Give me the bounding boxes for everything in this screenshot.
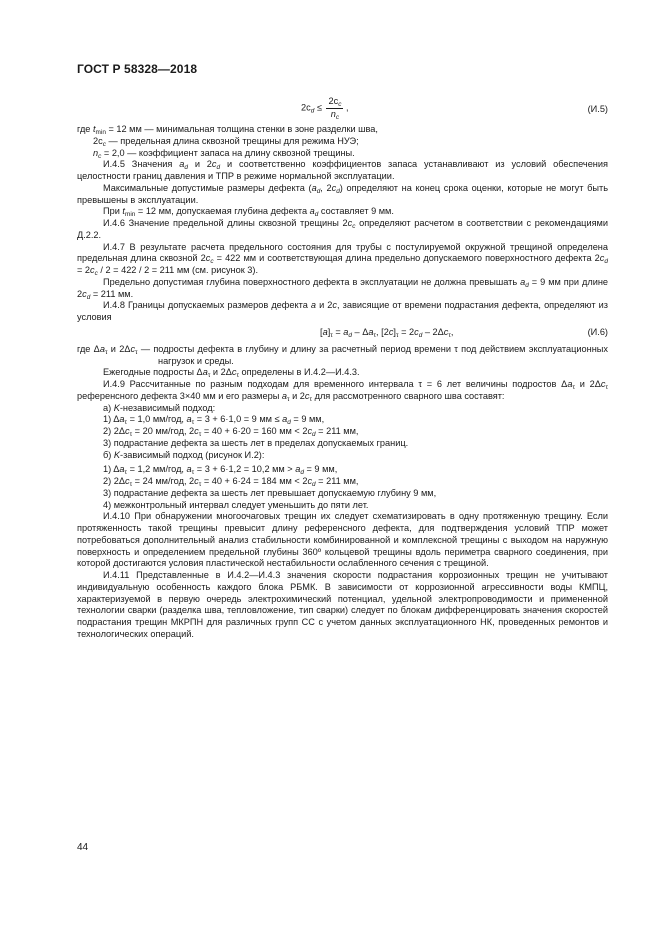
list-item-a2: 2) $2\Delta c_\tau = 20$ мм/год, $2c_\tau = 40 + 6\cdot 20 = 160$ мм < $2c_d = 211$ мм, <box>103 426 359 438</box>
page-number: 44 <box>77 842 89 853</box>
list-item-a3: 3) подрастание дефекта за шесть лет в пределах допускаемых границ. <box>103 437 409 448</box>
equation-number: (И.5) <box>587 104 608 114</box>
paragraph-i-4-8: И.4.8 Границы допускаемых размеров дефекта a и 2c, зависящие от времени подрастания дефекта, определяют из условия <box>77 300 608 322</box>
where-line-nc: $n_c = 2,0$ — коэффициент запаса на длину сквозной трещины. <box>93 147 355 160</box>
document-header: ГОСТ Р 58328—2018 <box>77 62 198 76</box>
formula-i5-expression: $2c_d$ ≤ $\frac{2c_c}{n_c}$ , <box>301 96 349 121</box>
list-item-b1: 1) $\Delta a_\tau = 1,2$ мм/год, $a_\tau = 3 + 6\cdot 1,2 = 10,2$ мм > $a_d = 9$ мм, <box>103 464 338 477</box>
formula-i5 <box>77 94 608 124</box>
paragraph-depth-limit: Предельно допустимая глубина поверхностного дефекта в эксплуатации не должна превышать $a_d = 9$ мм при длине $2c_d = 211$ мм. <box>77 276 609 301</box>
list-heading-a: а) K-независимый подход: <box>103 402 216 413</box>
where-line-increments: где $\Delta a_\tau$ и $2\Delta c_\tau$ — подросты дефекта в глубину и длину за расчетный период времени τ под действием эксплуатационных нагрузок и среды. <box>77 343 608 366</box>
list-item-a1: 1) $\Delta a_\tau = 1,0$ мм/год, $a_\tau = 3 + 6\cdot 1,0 = 9$ мм ≤ $a_d = 9$ мм, <box>103 414 325 427</box>
formula-i6 <box>77 326 608 340</box>
formula-i6-expression: $[a]_\tau = a_d - \Delta a_\tau$, $[2c]_\tau = 2c_d - 2\Delta c_\tau$, <box>320 326 454 339</box>
where-line-2cc: $2c_c$ — предельная длина сквозной трещины для режима НУЭ; <box>93 135 359 148</box>
where-line-tmin: где $t_{min} = 12$ мм — минимальная толщина стенки в зоне разделки шва, <box>77 124 378 136</box>
paragraph-i-4-9: И.4.9 Рассчитанные по разным подходам для временного интервала τ = 6 лет величины подростов $\Delta a_\tau$ и $2\Delta c_\tau$ референсного дефекта 3×40 мм и его размеры $a_\tau$ и $2c_\tau$ для рассмотренного сварного шва составят: <box>77 379 608 403</box>
paragraph-i-4-11: И.4.11 Представленные в И.4.2—И.4.3 значения скорости подрастания коррозионных трещин не учитывают индивидуальную особенность каждого блока РБМК. В зависимости от коррозионной агрессивности воды КМПЦ, характеризуемой в первую очередь электрохимический потенциал, удельной электропроводимости и примененной технологии сварки (разделка шва, тепловложение, тип сварки) следует по блокам дифференцировать значения скоростей подрастания трещин МКРПН для различных групп СС с учетом данных эксплуатационного НК, проведенных ремонтов и технологических операций. <box>77 570 608 639</box>
list-item-b4: 4) межконтрольный интервал следует уменьшить до пяти лет. <box>103 499 369 510</box>
list-item-b3: 3) подрастание дефекта за шесть лет превышает допускаемую глубину 9 мм, <box>103 487 437 498</box>
paragraph-annual-increments: Ежегодные подросты $\Delta a_\tau$ и $2\Delta c_\tau$ определены в И.4.2—И.4.3. <box>103 367 360 380</box>
paragraph-i-4-5: И.4.5 Значения $a_d$ и $2c_d$ и соответственно коэффициентов запаса устанавливают из условий обеспечения целостности границ давления и ТПР в режиме нормальной эксплуатации. <box>77 159 608 181</box>
paragraph-i-4-7: И.4.7 В результате расчета предельного состояния для трубы с постулируемой окружной трещиной определена предельная длина сквозной $2c_c = 422$ мм и соответствующая длина предельно допускаемого поверхностного дефекта $2c_d = 2c_c / 2 = 422 / 2 = 211$ мм (см. рисунок 3). <box>77 241 608 277</box>
document-body <box>77 94 608 641</box>
paragraph-max-sizes: Максимальные допустимые размеры дефекта ($a_d$, $2c_d$) определяют на конец срока оценки, которые не могут быть превышены в эксплуатации. <box>77 182 608 205</box>
list-item-b2: 2) $2\Delta c_\tau = 24$ мм/год, $2c_\tau = 40 + 6\cdot 24 = 184$ мм < $2c_d = 211$ мм, <box>103 476 359 488</box>
list-heading-b: б) K-зависимый подход (рисунок И.2): <box>103 449 265 460</box>
paragraph-with-tmin: При $t_{min} = 12$ мм, допускаемая глубина дефекта $a_d$ составляет 9 мм. <box>103 206 394 219</box>
paragraph-i-4-6: И.4.6 Значение предельной длины сквозной трещины $2c_c$ определяют расчетом в соответствии с рекомендациями Д.2.2. <box>77 218 609 240</box>
paragraph-i-4-10: И.4.10 При обнаружении многоочаговых трещин их следует схематизировать в одну протяженную трещину. Если протяженность такой трещины превысит длину референсного дефекта, для подтверждения условий ТПР может потребоваться дополнительный анализ стабильности комбинированной и комплексной трещины с выходом на наружную поверхность и определением предельной глубины 360º кольцевой трещины вдоль периметра сварного соединения, при которой достигаются условия пластической нестабильности ослабленного сечения с трещиной. <box>77 511 608 569</box>
fraction: $\frac{2c_c}{n_c}$ <box>328 96 342 121</box>
equation-number: (И.6) <box>587 326 608 337</box>
